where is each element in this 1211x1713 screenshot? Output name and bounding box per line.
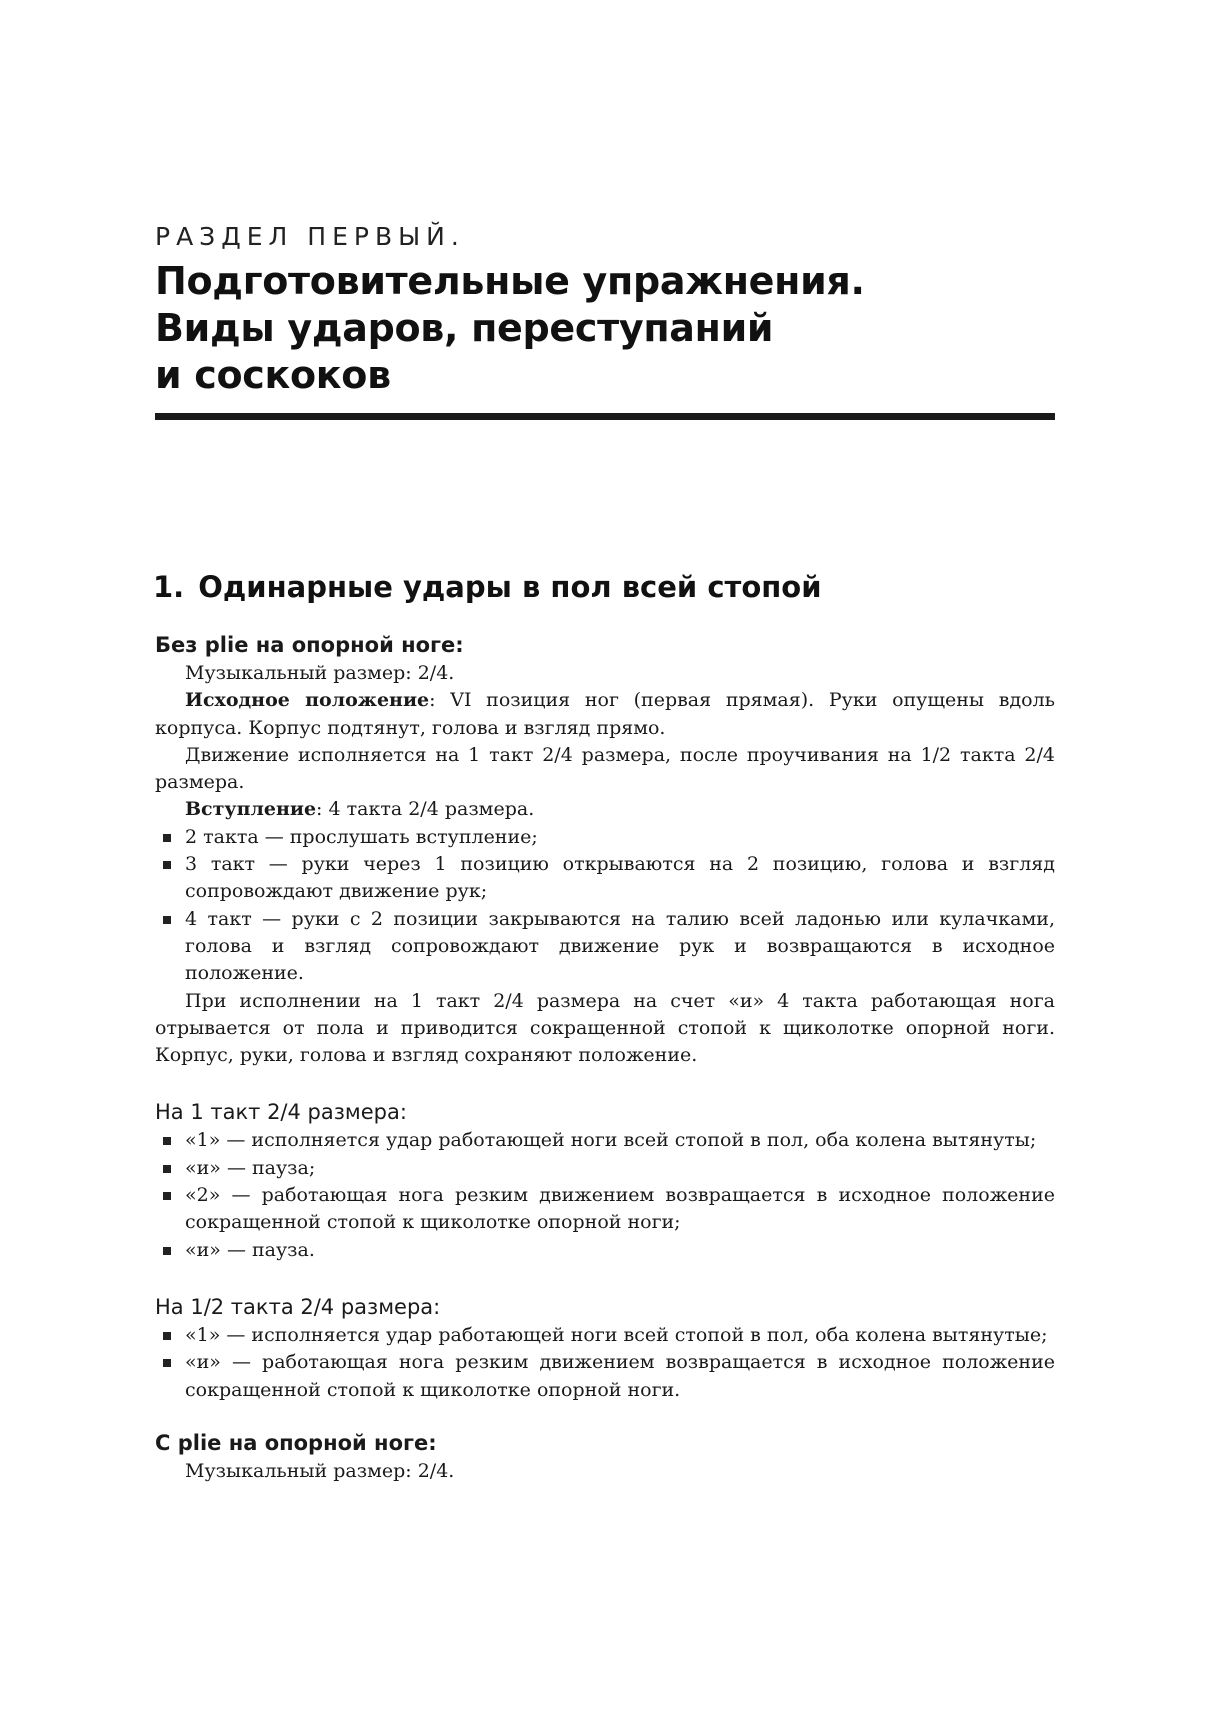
- list-item: 3 такт — руки через 1 позицию открываются на 2 позицию, голова и взгляд сопровождают движение рук;: [155, 851, 1055, 906]
- list-item: «1» — исполняется удар работающей ноги всей стопой в пол, оба колена вытянутые;: [155, 1322, 1055, 1349]
- list-item: 2 такта — прослушать вступление;: [155, 824, 1055, 851]
- intro-list: [155, 824, 1055, 988]
- subheading-half-bar: На 1/2 такта 2/4 размера:: [155, 1294, 441, 1319]
- subheading-with-plie: С plie на опорной ноге:: [155, 1430, 437, 1455]
- section-kicker: РАЗДЕЛ ПЕРВЫЙ.: [155, 222, 465, 251]
- chapter-title: [155, 258, 1075, 399]
- full-bar-list: [155, 1127, 1055, 1263]
- list-item: «и» — пауза.: [155, 1237, 1055, 1264]
- execution-paragraph: При исполнении на 1 такт 2/4 размера на счет «и» 4 такта работающая нога отрывается от пола и приводится сокращенной стопой к щиколотке опорной ноги. Корпус, руки, голова и взгляд сохраняют положение.: [155, 989, 1055, 1067]
- subheading-without-plie: Без plie на опорной ноге:: [155, 633, 464, 657]
- subheading-full-bar: На 1 такт 2/4 размера:: [155, 1100, 407, 1125]
- page-body: [155, 630, 1055, 1485]
- half-bar-list: [155, 1322, 1055, 1404]
- exercise-title: Одинарные удары в пол всей стопой: [198, 570, 822, 604]
- list-item: «1» — исполняется удар работающей ноги всей стопой в пол, оба колена вытянуты;: [155, 1127, 1055, 1154]
- exercise-number: 1.: [153, 570, 185, 604]
- list-item: «2» — работающая нога резким движением возвращается в исходное положение сокращенной стопой к щиколотке опорной ноги;: [155, 1182, 1055, 1237]
- start-position-paragraph: [155, 687, 1055, 742]
- meter-line: Музыкальный размер: 2/4.: [185, 662, 455, 684]
- movement-paragraph: Движение исполняется на 1 такт 2/4 размера, после проучивания на 1/2 такта 2/4 размера.: [155, 743, 1055, 794]
- title-divider: [155, 413, 1055, 420]
- list-item: 4 такт — руки с 2 позиции закрываются на талию всей ладонью или кулачками, голова и взгляд сопровождают движение рук и возвращаются в исходное положение.: [155, 906, 1055, 988]
- intro-label: Вступление: [185, 798, 317, 821]
- exercise-heading: [153, 570, 822, 604]
- chapter-title-line: Подготовительные упражнения.: [155, 259, 865, 303]
- chapter-title-line: и соскоков: [155, 353, 391, 397]
- intro-paragraph: [155, 796, 1055, 823]
- meter-line: Музыкальный размер: 2/4.: [185, 1459, 455, 1482]
- chapter-title-line: Виды ударов, переступаний: [155, 306, 774, 350]
- start-position-label: Исходное положение: [185, 689, 430, 712]
- list-item: «и» — работающая нога резким движением возвращается в исходное положение сокращенной стопой к щиколотке опорной ноги.: [155, 1349, 1055, 1404]
- intro-text: : 4 такта 2/4 размера.: [316, 798, 535, 821]
- list-item: «и» — пауза;: [155, 1155, 1055, 1182]
- start-position-text: : VI позиция ног (первая прямая). Руки опущены вдоль корпуса. Корпус подтянут, голова и взгляд прямо.: [155, 689, 1055, 739]
